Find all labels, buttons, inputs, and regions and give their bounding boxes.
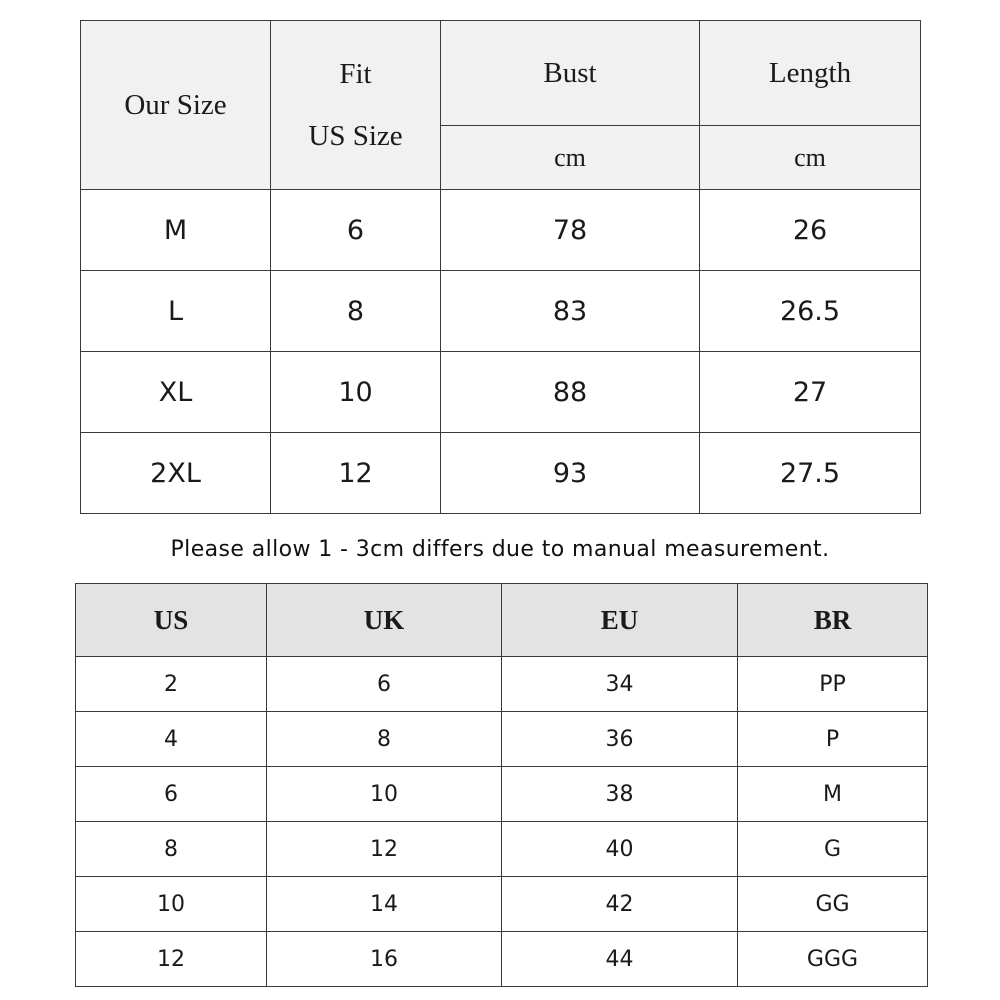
cell-uk: 14 <box>267 877 502 932</box>
cell-us-size: 8 <box>271 271 441 352</box>
header-bust: Bust <box>441 21 700 126</box>
table-row <box>76 822 928 877</box>
cell-bust: 78 <box>441 190 700 271</box>
table-row <box>81 433 921 514</box>
table-row <box>76 712 928 767</box>
table-row <box>81 352 921 433</box>
header-eu: EU <box>502 584 738 657</box>
measurement-note: Please allow 1 - 3cm differs due to manual measurement. <box>170 537 830 562</box>
table-row <box>76 657 928 712</box>
cell-length: 26.5 <box>700 271 921 352</box>
header-br: BR <box>738 584 928 657</box>
cell-eu: 38 <box>502 767 738 822</box>
cell-our-size: M <box>81 190 271 271</box>
header-length: Length <box>700 21 921 126</box>
cell-uk: 16 <box>267 932 502 987</box>
cell-us: 2 <box>76 657 267 712</box>
cell-us-size: 10 <box>271 352 441 433</box>
cell-br: M <box>738 767 928 822</box>
header-fit-us-size <box>271 21 441 190</box>
cell-us: 12 <box>76 932 267 987</box>
cell-us-size: 12 <box>271 433 441 514</box>
cell-br: PP <box>738 657 928 712</box>
size-conversion-table <box>75 583 928 987</box>
table-row <box>76 767 928 822</box>
cell-bust: 83 <box>441 271 700 352</box>
cell-us: 6 <box>76 767 267 822</box>
header-us: US <box>76 584 267 657</box>
table-row <box>81 190 921 271</box>
cell-us-size: 6 <box>271 190 441 271</box>
header-uk: UK <box>267 584 502 657</box>
cell-eu: 40 <box>502 822 738 877</box>
header-our-size: Our Size <box>81 21 271 190</box>
cell-length: 27.5 <box>700 433 921 514</box>
header-bust-unit: cm <box>441 126 700 190</box>
cell-our-size: L <box>81 271 271 352</box>
cell-us: 8 <box>76 822 267 877</box>
cell-length: 27 <box>700 352 921 433</box>
cell-uk: 8 <box>267 712 502 767</box>
table-row <box>76 932 928 987</box>
cell-br: GGG <box>738 932 928 987</box>
cell-length: 26 <box>700 190 921 271</box>
cell-bust: 88 <box>441 352 700 433</box>
cell-br: GG <box>738 877 928 932</box>
table-row <box>76 877 928 932</box>
header-fit-label: Fit <box>339 58 372 90</box>
cell-uk: 6 <box>267 657 502 712</box>
header-us-size-label: US Size <box>308 120 403 152</box>
cell-uk: 12 <box>267 822 502 877</box>
cell-eu: 34 <box>502 657 738 712</box>
table-row <box>81 271 921 352</box>
cell-br: G <box>738 822 928 877</box>
cell-eu: 42 <box>502 877 738 932</box>
cell-br: P <box>738 712 928 767</box>
cell-uk: 10 <box>267 767 502 822</box>
cell-our-size: XL <box>81 352 271 433</box>
cell-bust: 93 <box>441 433 700 514</box>
cell-us: 10 <box>76 877 267 932</box>
cell-our-size: 2XL <box>81 433 271 514</box>
header-length-unit: cm <box>700 126 921 190</box>
cell-eu: 36 <box>502 712 738 767</box>
size-chart-table <box>80 20 921 514</box>
cell-us: 4 <box>76 712 267 767</box>
cell-eu: 44 <box>502 932 738 987</box>
